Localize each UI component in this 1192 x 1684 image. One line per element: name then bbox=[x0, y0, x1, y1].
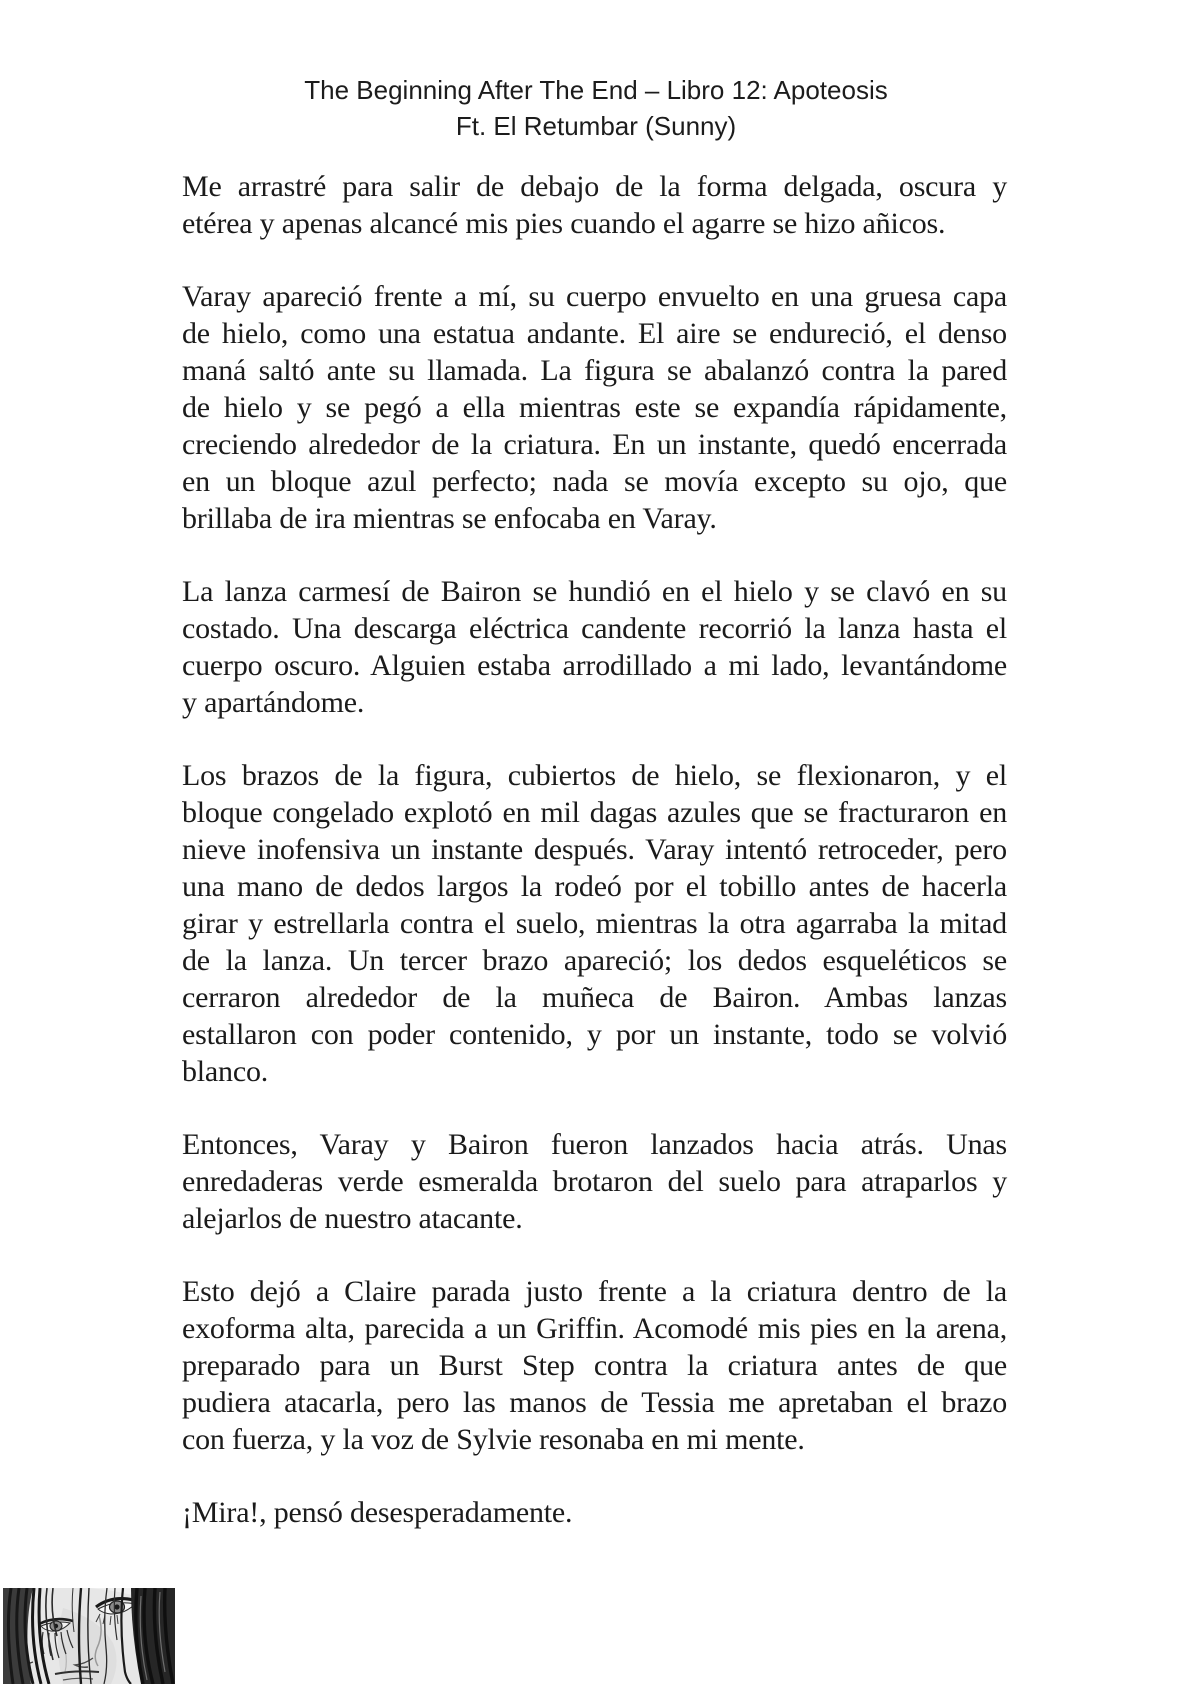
paragraph-line: preparado para un Burst Step contra la criatura antes de que bbox=[182, 1349, 1007, 1382]
paragraph-line: ¡Mira!, pensó desesperadamente. bbox=[182, 1496, 573, 1529]
paragraph-line: etérea y apenas alcancé mis pies cuando el agarre se hizo añicos. bbox=[182, 207, 946, 240]
paragraph-line: costado. Una descarga eléctrica candente recorrió la lanza hasta el bbox=[182, 612, 1007, 645]
paragraph-line: enredaderas verde esmeralda brotaron del suelo para atraparlos y bbox=[182, 1165, 1007, 1198]
page-subtitle: Ft. El Retumbar (Sunny) bbox=[455, 111, 737, 141]
title-block bbox=[0, 0, 1192, 144]
paragraph-line: creciendo alrededor de la criatura. En un instante, quedó encerrada bbox=[182, 428, 1007, 461]
paragraph-line: Entonces, Varay y Bairon fueron lanzados hacia atrás. Unas bbox=[182, 1128, 1007, 1161]
footer-illustration bbox=[3, 1588, 175, 1684]
paragraph-line: cuerpo oscuro. Alguien estaba arrodillado a mi lado, levantándome bbox=[182, 649, 1007, 682]
paragraph-line: nieve inofensiva un instante después. Varay intentó retroceder, pero bbox=[182, 833, 1007, 866]
paragraph-line: Me arrastré para salir de debajo de la forma delgada, oscura y bbox=[182, 170, 1007, 203]
paragraph-line: exoforma alta, parecida a un Griffin. Acomodé mis pies en la arena, bbox=[182, 1312, 1007, 1345]
paragraph-line: de hielo y se pegó a ella mientras este se expandía rápidamente, bbox=[182, 391, 1007, 424]
paragraph-line: Varay apareció frente a mí, su cuerpo envuelto en una gruesa capa bbox=[182, 280, 1007, 313]
paragraph-line: bloque congelado explotó en mil dagas azules que se fracturaron en bbox=[182, 796, 1007, 829]
paragraph-line: cerraron alrededor de la muñeca de Bairon. Ambas lanzas bbox=[182, 981, 1007, 1014]
paragraph-line: de la lanza. Un tercer brazo apareció; los dedos esqueléticos se bbox=[182, 944, 1007, 977]
paragraph-line: con fuerza, y la voz de Sylvie resonaba en mi mente. bbox=[182, 1423, 805, 1456]
paragraph bbox=[182, 168, 1007, 242]
document-body bbox=[182, 168, 1007, 1531]
paragraph-line: Esto dejó a Claire parada justo frente a la criatura dentro de la bbox=[182, 1275, 1007, 1308]
paragraph-line: blanco. bbox=[182, 1055, 269, 1088]
paragraph-line: en un bloque azul perfecto; nada se movía excepto su ojo, que bbox=[182, 465, 1007, 498]
paragraph-line: girar y estrellarla contra el suelo, mientras la otra agarraba la mitad bbox=[182, 907, 1007, 940]
paragraph-line: brillaba de ira mientras se enfocaba en Varay. bbox=[182, 502, 717, 535]
manga-face-illustration bbox=[3, 1588, 175, 1684]
paragraph bbox=[182, 1273, 1007, 1458]
paragraph-line: de hielo, como una estatua andante. El aire se endureció, el denso bbox=[182, 317, 1007, 350]
paragraph bbox=[182, 757, 1007, 1090]
paragraph bbox=[182, 1494, 1007, 1531]
paragraph bbox=[182, 1126, 1007, 1237]
paragraph-line: La lanza carmesí de Bairon se hundió en el hielo y se clavó en su bbox=[182, 575, 1007, 608]
paragraph bbox=[182, 278, 1007, 537]
paragraph bbox=[182, 573, 1007, 721]
paragraph-line: maná saltó ante su llamada. La figura se abalanzó contra la pared bbox=[182, 354, 1007, 387]
paragraph-line: Los brazos de la figura, cubiertos de hielo, se flexionaron, y el bbox=[182, 759, 1007, 792]
paragraph-line: y apartándome. bbox=[182, 686, 365, 719]
page-title: The Beginning After The End – Libro 12: Apoteosis bbox=[304, 75, 888, 105]
paragraph-line: pudiera atacarla, pero las manos de Tessia me apretaban el brazo bbox=[182, 1386, 1007, 1419]
paragraph-line: estallaron con poder contenido, y por un instante, todo se volvió bbox=[182, 1018, 1007, 1051]
paragraph-line: una mano de dedos largos la rodeó por el tobillo antes de hacerla bbox=[182, 870, 1007, 903]
paragraph-line: alejarlos de nuestro atacante. bbox=[182, 1202, 523, 1235]
